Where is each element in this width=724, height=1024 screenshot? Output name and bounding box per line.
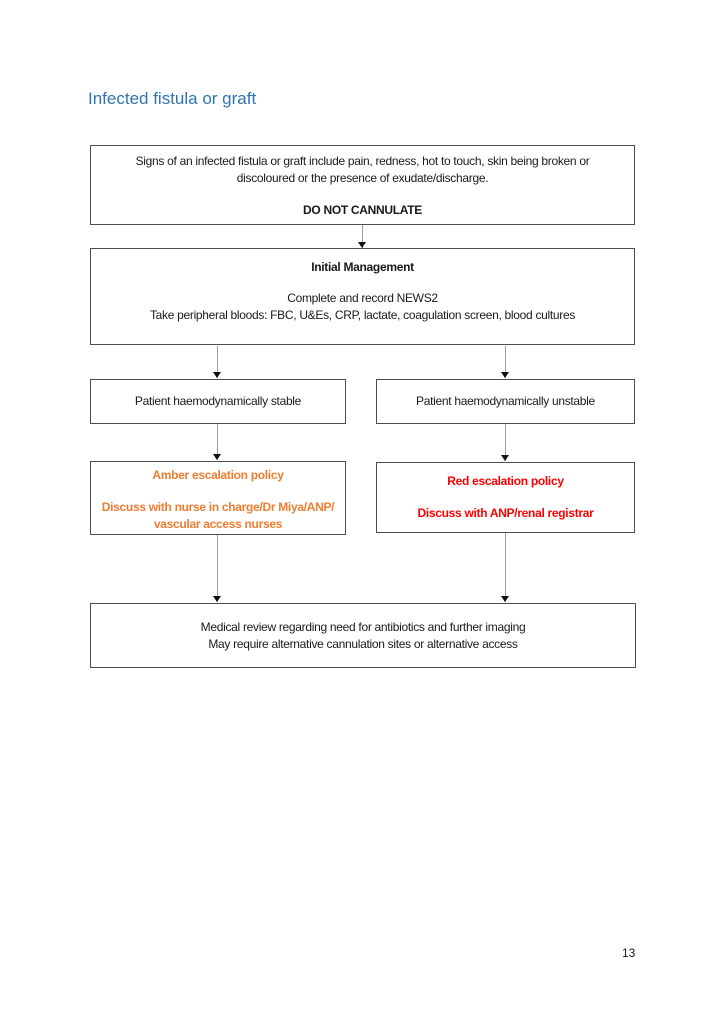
signs-line-1: Signs of an infected fistula or graft include pain, redness, hot to touch, skin being broken or (135, 154, 590, 168)
review-box (90, 603, 636, 668)
arrow-down-icon (501, 372, 509, 378)
initial-management-line-1: Complete and record NEWS2 (287, 291, 438, 305)
amber-escalation-box (90, 461, 346, 535)
red-heading: Red escalation policy (447, 474, 564, 488)
connector-arrow-initial-to-stable (217, 346, 218, 378)
unstable-box (376, 379, 635, 424)
initial-management-box (90, 248, 635, 345)
arrow-down-icon (501, 455, 509, 461)
signs-box (90, 145, 635, 225)
red-escalation-box (376, 462, 635, 533)
arrow-down-icon (213, 372, 221, 378)
stable-box (90, 379, 346, 424)
connector-arrow-unstable-to-red (505, 424, 506, 461)
amber-line-2: vascular access nurses (153, 517, 283, 531)
signs-line-2: discoloured or the presence of exudate/discharge. (236, 171, 489, 185)
red-line-1: Discuss with ANP/renal registrar (417, 506, 594, 520)
amber-heading: Amber escalation policy (152, 468, 284, 482)
connector-arrow-red-to-review (505, 533, 506, 602)
review-line-1: Medical review regarding need for antibiotics and further imaging (200, 619, 526, 634)
connector-arrow-initial-to-unstable (505, 346, 506, 378)
connector-arrow-stable-to-amber (217, 424, 218, 460)
stable-label: Patient haemodynamically stable (134, 394, 302, 408)
page-number: 13 (622, 946, 636, 960)
arrow-down-icon (213, 596, 221, 602)
initial-management-heading: Initial Management (311, 260, 414, 274)
page-title: Infected fistula or graft (88, 89, 257, 108)
connector-arrow-amber-to-review (217, 535, 218, 602)
unstable-label: Patient haemodynamically unstable (416, 394, 595, 408)
arrow-down-icon (501, 596, 509, 602)
arrow-down-icon (213, 454, 221, 460)
review-line-2: May require alternative cannulation sites or alternative access (208, 636, 518, 651)
initial-management-line-2: Take peripheral bloods: FBC, U&Es, CRP, lactate, coagulation screen, blood cultures (149, 308, 576, 322)
connector-arrow-signs-to-initial (362, 225, 363, 248)
amber-line-1: Discuss with nurse in charge/Dr Miya/ANP/ (101, 500, 335, 514)
do-not-cannulate-warning: DO NOT CANNULATE (303, 203, 422, 217)
